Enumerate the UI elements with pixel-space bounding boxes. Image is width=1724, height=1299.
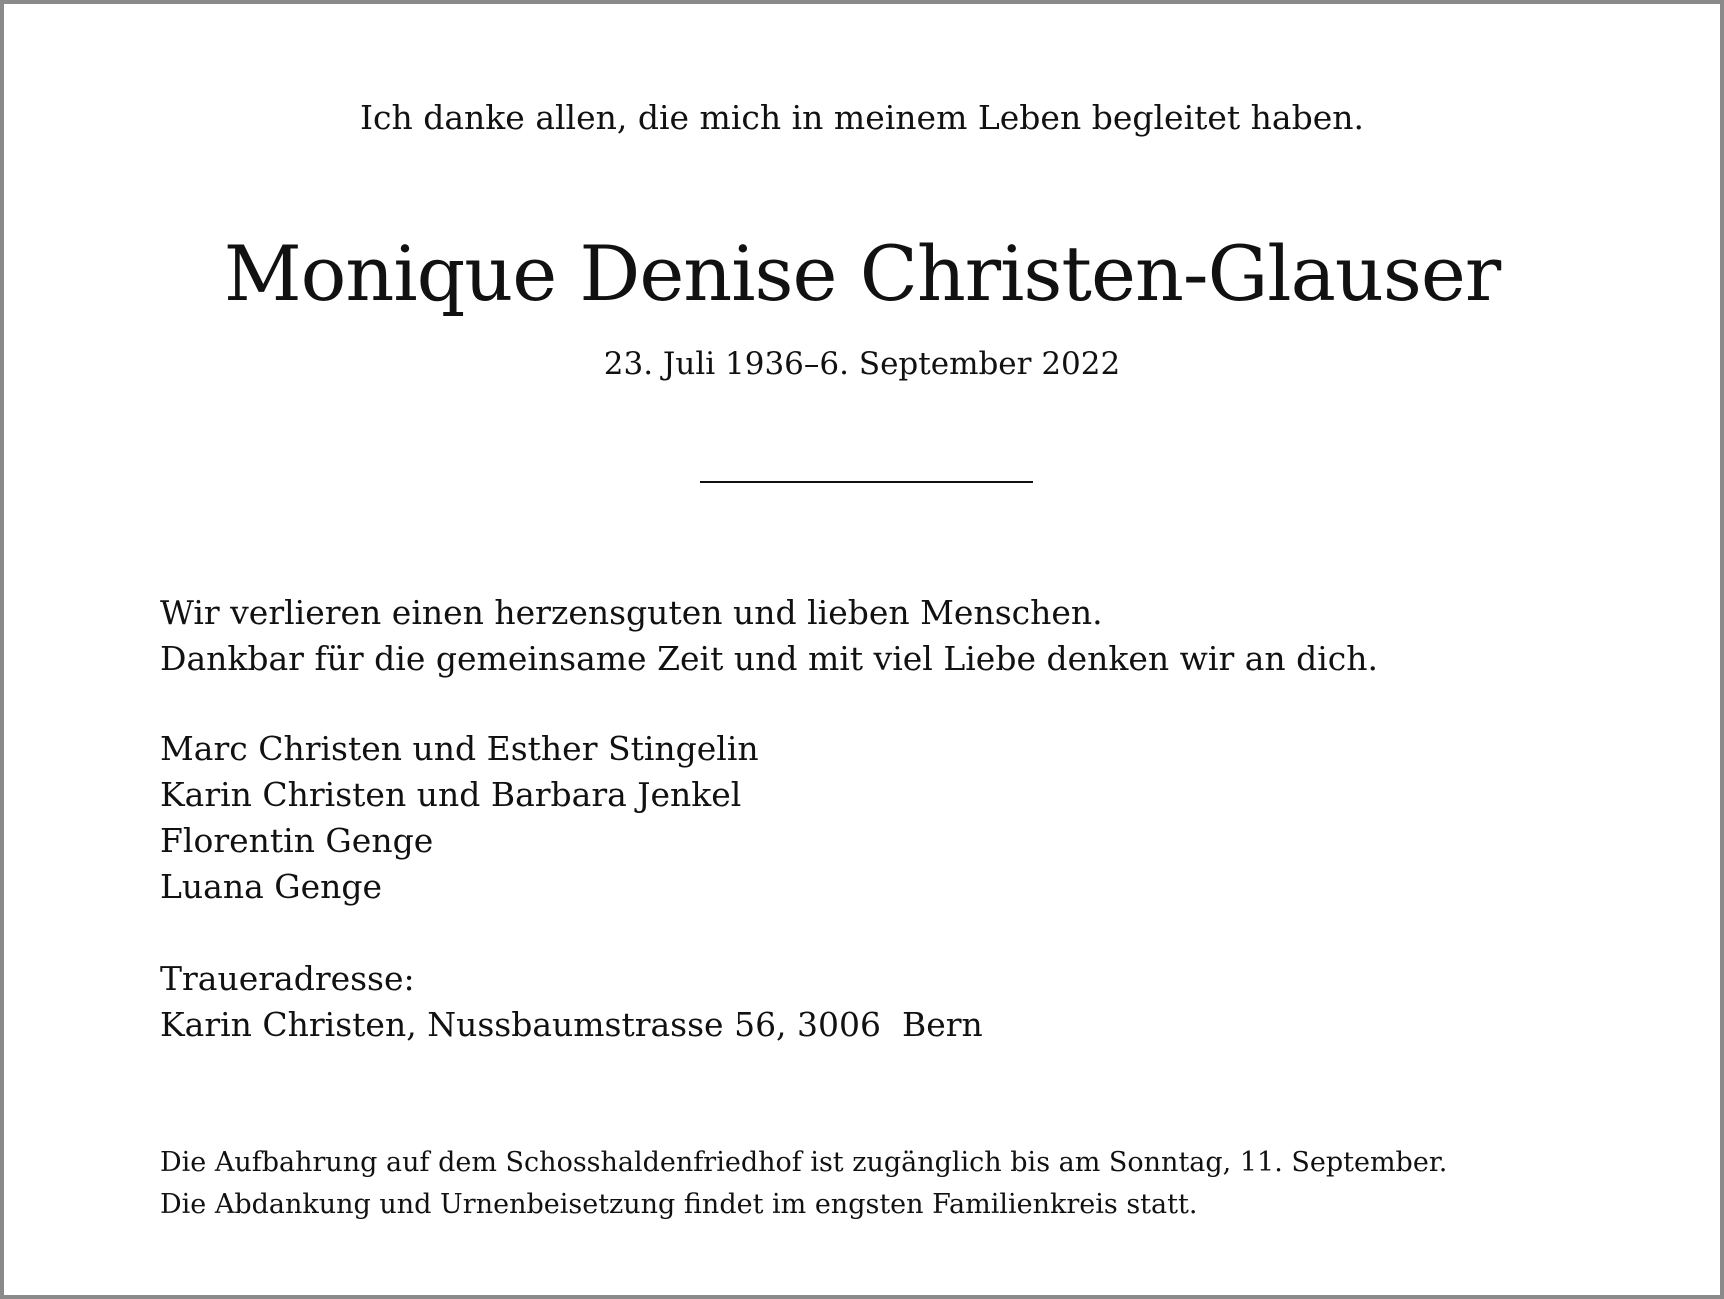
message-block (160, 590, 1378, 682)
divider-line (700, 481, 1033, 483)
mourners-list (160, 726, 759, 910)
life-dates: 23. Juli 1936–6. September 2022 (603, 346, 1121, 382)
ceremony-info (160, 1142, 1447, 1226)
mourner-name: Marc Christen und Esther Stingelin (160, 729, 759, 768)
ceremony-line: Die Abdankung und Urnenbeisetzung findet im engsten Familienkreis statt. (160, 1189, 1198, 1220)
message-line: Wir verlieren einen herzensguten und lieben Menschen. (160, 593, 1103, 632)
deceased-name: Monique Denise Christen-Glauser (223, 229, 1501, 318)
address-label: Traueradresse: (160, 959, 415, 998)
mourner-name: Luana Genge (160, 867, 383, 906)
mourner-name: Karin Christen und Barbara Jenkel (160, 775, 742, 814)
mourner-name: Florentin Genge (160, 821, 434, 860)
ceremony-line: Die Aufbahrung auf dem Schosshaldenfriedhof ist zugänglich bis am Sonntag, 11. September. (160, 1147, 1448, 1178)
address-value: Karin Christen, Nussbaumstrasse 56, 3006 Bern (160, 1005, 983, 1044)
message-line: Dankbar für die gemeinsame Zeit und mit viel Liebe denken wir an dich. (160, 639, 1379, 678)
mourning-address (160, 956, 983, 1048)
motto-text: Ich danke allen, die mich in meinem Leben begleitet haben. (359, 98, 1364, 137)
